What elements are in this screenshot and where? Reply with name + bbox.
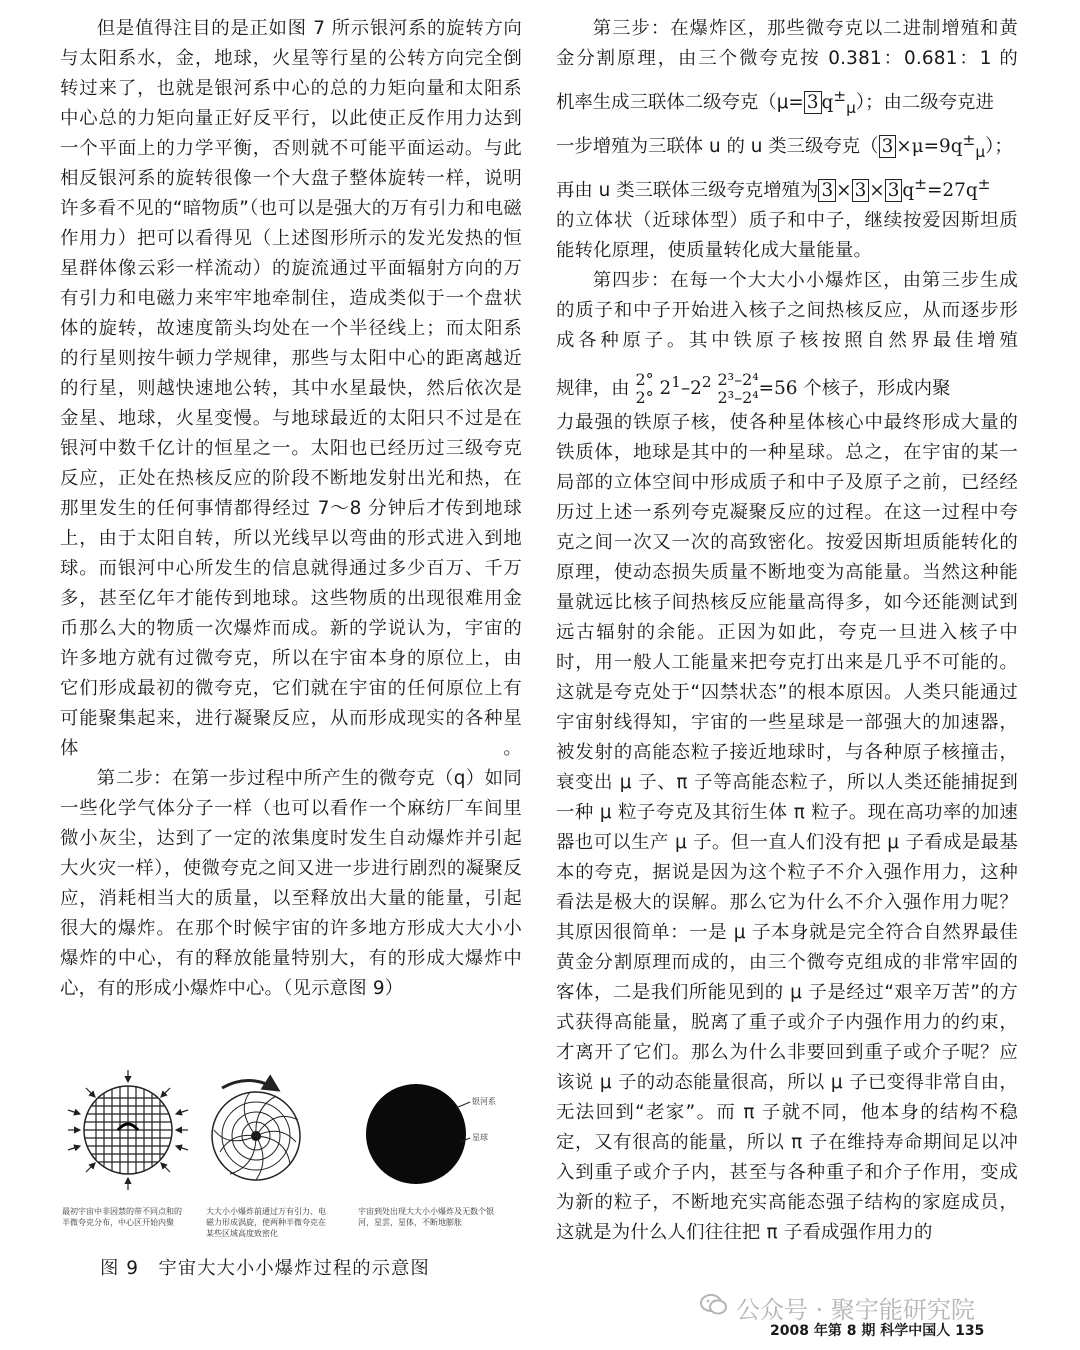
eq3-prefix: 再由 u 类三联体三级夸克增殖为: [556, 180, 819, 202]
panel-expansion: [366, 1084, 470, 1184]
eq3-sup: ±: [914, 175, 928, 193]
paragraph-step-three-a: 第三步：在爆炸区，那些微夸克以二进制增殖和黄金分割原理，由三个微夸克按 0.381：0.681：1 的: [556, 18, 1018, 69]
right-column: [556, 14, 1018, 1248]
figure-9: [60, 1068, 522, 1258]
eq4-a-bottom: 2°: [635, 388, 654, 408]
page-footer: 2008 年第 8 期 科学中国人 135: [770, 1323, 985, 1339]
eq1-prefix: 机率生成三联体二级夸克（μ=: [556, 92, 804, 114]
equation-secondary-quark: [556, 74, 1018, 118]
eq4-c-sup: 2: [701, 373, 712, 391]
paragraph-step-two: 第二步：在第一步过程中所产生的微夸克（q）如同一些化学气体分子一样（也可以看作一个麻纺厂车间里微小灰尘，达到了一定的浓集度时发生自动爆炸并引起大火灾一样），使微夸克之间又进一步进行剧烈的凝聚反应，消耗相当大的质量，以至释放出大量的能量，引起很大的爆炸。在那个时候宇宙的许多地方形成大大小小爆炸的中心，有的释放能量特别大，有的形成大爆炸中心，有的形成小爆炸中心。（见示意图 9）: [60, 768, 522, 999]
eq3-boxed-three-3: 3: [885, 179, 903, 202]
watermark-text: 公众号 · 聚宇能研究院: [736, 1296, 975, 1324]
eq2-sup: ±: [962, 131, 976, 149]
eq2-boxed-three: 3: [879, 135, 897, 158]
caption-panel-3: 宇宙到处出现大大小小爆炸及无数个银河，星雲，星体，不断地膨胀: [358, 1207, 494, 1227]
eq4-prefix: 规律，由: [556, 378, 630, 400]
eq4-b-base: 2: [659, 378, 672, 400]
eq3-result: =27q: [927, 180, 978, 202]
caption-panel-2: 大大小小爆炸前通过万有引力、电磁力形成涡旋，使两种半微夸克在某些区域高度致密化: [206, 1207, 326, 1238]
figure-title: 图 9 宇宙大大小小爆炸过程的示意图: [100, 1258, 430, 1279]
eq4-term-d: [717, 371, 758, 407]
eq4-term-a: [635, 371, 653, 407]
label-galaxy: 银河系: [472, 1097, 496, 1106]
eq3-sup-2: ±: [977, 175, 991, 193]
paragraph-step-four-a: 第四步：在每一个大大小小爆炸区，由第三步生成的质子和中子开始进入核子之间热核反应，从而逐步形成各种原子。其中铁原子核按照自然界最佳增殖: [556, 270, 1018, 351]
eq3-times-1: ×: [836, 180, 852, 202]
eq4-d-top: 2³–2⁴: [717, 370, 759, 390]
eq1-sup: ±: [833, 87, 847, 105]
wechat-icon: [700, 1293, 728, 1323]
eq3-times-2: ×: [869, 180, 885, 202]
eq2-sub: μ: [975, 142, 986, 161]
paragraph-step-three-b: 的立体状（近球体型）质子和中子，继续按爱因斯坦质能转化原理，使质量转化成大量能量。: [556, 210, 1018, 261]
eq1-boxed-three: 3: [804, 91, 822, 114]
eq4-result: =56 个核子，形成内聚: [758, 378, 951, 400]
eq1-sub: μ: [846, 98, 856, 117]
panel-initial-distribution: [68, 1070, 188, 1190]
eq2-prefix: 一步增殖为三联体 u 的 u 类三级夸克（: [556, 136, 879, 158]
eq1-tail: ）；由二级夸克进: [855, 92, 994, 114]
eq2-middle: ×μ=9q: [896, 136, 963, 158]
equation-nucleon: [556, 162, 1018, 206]
eq3-boxed-three-1: 3: [818, 179, 836, 202]
eq3-boxed-three-2: 3: [852, 179, 870, 202]
eq4-d-bottom: 2³–2⁴: [717, 388, 759, 408]
paragraph-galaxy-rotation: 但是值得注目的是正如图 7 所示银河系的旋转方向与太阳系水，金，地球，火星等行星的公转方向完全倒转过来了，也就是银河系中心的总的力矩向量和太阳系中心总的力矩向量正好反平行，以此使正反作用力达到一个平面上的力学平衡，否则就不可能平面运动。与此相反银河系的旋转很像一个大盘子整体旋转一样，说明许多看不见的“暗物质”（也可以是强大的万有引力和电磁作用力）把可以看得见（上述图形所示的发光发热的恒星群体像云彩一样流动）的旋流通过平面辐射方向的万有引力和电磁力来牢牢地牵制住，造成类似于一个盘状体的旋转，故速度箭头均处在一个半径线上；而太阳系的行星则按牛顿力学规律，那些与太阳中心的距离越近的行星，则越快速地公转，其中水星最快，然后依次是金星、地球，火星变慢。与地球最近的太阳只不过是在银河中数千亿计的恒星之一。太阳也已经历过三级夸克反应，正处在热核反应的阶段不断地发射出光和热，在那里发生的任何事情都得经过 7～8 分钟后才传到地球上，由于太阳自转，所以光线早以弯曲的形式进入到地球。而银河中心所发生的信息就得通过多少百万、千万多，甚至亿年才能传到地球。这些物质的出现很难用金币那么大的物质一次爆炸而成。新的学说认为，宇宙的许多地方就有过微夸克，所以在宇宙本身的原位上，由它们形成最初的微夸克，它们就在宇宙的任何原位上有可能聚集起来，进行凝聚反应，从而形成现实的各种星体。: [60, 18, 522, 759]
equation-tertiary-quark: [556, 118, 1018, 162]
eq4-b-sup: 1: [671, 373, 681, 391]
left-column: [60, 14, 522, 1004]
eq4-a-top: 2°: [635, 370, 654, 390]
label-star: 星球: [472, 1133, 488, 1142]
eq4-term-b: [659, 373, 712, 400]
caption-panel-1: 最初宇宙中非因禁的带不同点和的半微夸克分布，中心区开始内聚: [62, 1207, 182, 1227]
eq4-c-base: –2: [680, 378, 702, 400]
eq3-q: q: [902, 180, 915, 202]
panel-vortex: [212, 1080, 300, 1180]
eq2-tail: ）；: [985, 136, 1013, 158]
eq1-q: q: [821, 92, 834, 114]
paragraph-step-four-b: 力最强的铁原子核，使各种星体核心中最终形成大量的铁质体，地球是其中的一种星球。总之，在宇宙的某一局部的立体空间中形成质子和中子及原子之前，已经经历过上述一系列夸克凝聚反应的过程。在这一过程中夸克之间一次又一次的高致密化。按爱因斯坦质能转化的原理，使动态损失质量不断地变为高能量。当然这种能量就远比核子间热核反应能量高得多，如今还能测试到远古辐射的余能。正因为如此，夸克一旦进入核子中时，用一般人工能量来把夸克打出来是几乎不可能的。这就是夸克处于“囚禁状态”的根本原因。人类只能通过宇宙射线得知，宇宙的一些星球是一部强大的加速器，被发射的高能态粒子接近地球时，与各种原子核撞击，衰变出 μ 子、π 子等高能态粒子，所以人类还能捕捉到一种 μ 粒子夸克及其衍生体 π 粒子。现在高功率的加速器也可以生产 μ 子。但一直人们没有把 μ 子看成是最基本的夸克，据说是因为这个粒子不介入强作用力，这种看法是极大的误解。那么它为什么不介入强作用力呢？其原因很简单：一是 μ 子本身就是完全符合自然界最佳黄金分割原理而成的，由三个微夸克组成的非常牢固的客体，二是我们所能见到的 μ 子是经过“艰辛万苦”的方式获得高能量，脱离了重子或介子内强作用力的约束，才离开了它们。那么为什么非要回到重子或介子呢？应该说 μ 子的动态能量很高，所以 μ 子已变得非常自由，无法回到“老家”。而 π 子就不同，他本身的结构不稳定，又有很高的能量，所以 π 子在维持寿命期间足以冲入到重子或介子内，甚至与各种重子和介子作用，变成为新的粒子，不断地充实高能态强子结构的家庭成员，这就是为什么人们往往把 π 子看成强作用力的: [556, 412, 1018, 1243]
equation-iron-nucleus: [556, 356, 1018, 408]
